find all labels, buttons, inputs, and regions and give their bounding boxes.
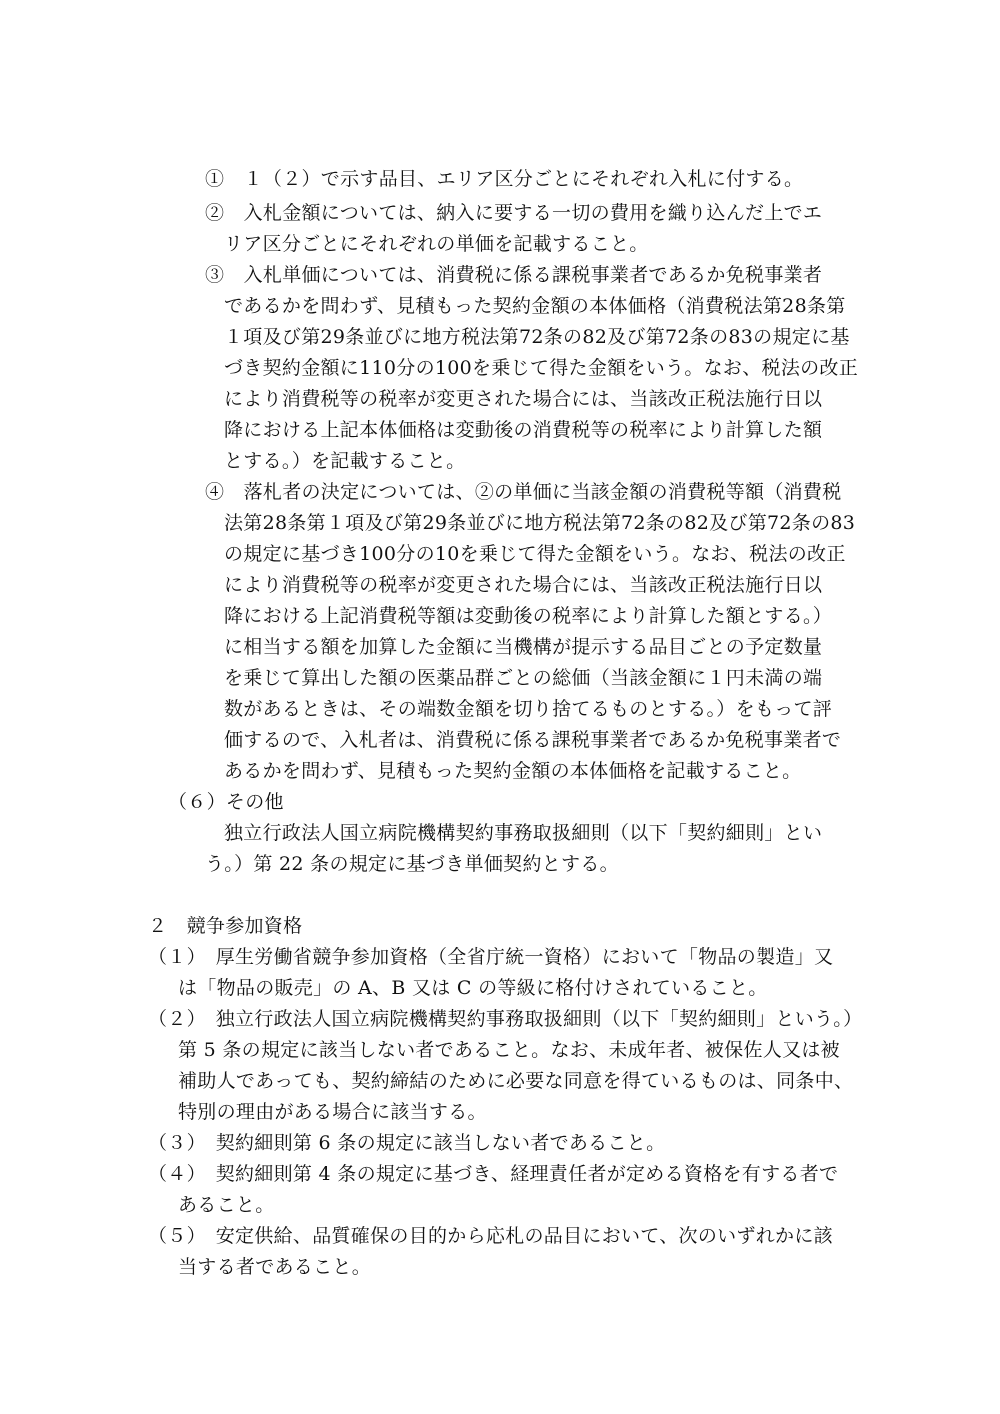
text-line: ③ 入札単価については、消費税に係る課税事業者であるか免税事業者 — [205, 264, 823, 286]
text-line: 特別の理由がある場合に該当する。 — [178, 1101, 487, 1123]
section-heading: ２ 競争参加資格 — [148, 915, 303, 937]
text-line: （１） 厚生労働省競争参加資格（全省庁統一資格）において「物品の製造」又 — [148, 946, 834, 968]
text-line: う。）第 22 条の規定に基づき単価契約とする。 — [205, 853, 619, 875]
text-line: ① １（２）で示す品目、エリア区分ごとにそれぞれ入札に付する。 — [205, 168, 804, 190]
text-line: 第 5 条の規定に該当しない者であること。なお、未成年者、被保佐人又は被 — [178, 1039, 840, 1061]
text-line: （３） 契約細則第 6 条の規定に該当しない者であること。 — [148, 1132, 666, 1154]
text-line: を乗じて算出した額の医薬品群ごとの総価（当該金額に１円未満の端 — [224, 667, 823, 689]
text-line: であるかを問わず、見積もった契約金額の本体価格（消費税法第28条第 — [224, 295, 846, 317]
text-line: （５） 安定供給、品質確保の目的から応札の品目において、次のいずれかに該 — [148, 1225, 833, 1247]
text-line: リア区分ごとにそれぞれの単価を記載すること。 — [224, 233, 649, 255]
text-line: 価するので、入札者は、消費税に係る課税事業者であるか免税事業者で — [224, 729, 842, 751]
text-line: あるかを問わず、見積もった契約金額の本体価格を記載すること。 — [224, 760, 802, 782]
text-line: 降における上記本体価格は変動後の消費税等の税率により計算した額 — [224, 419, 823, 441]
text-line: １項及び第29条並びに地方税法第72条の82及び第72条の83の規定に基 — [224, 326, 850, 348]
text-line: とする。）を記載すること。 — [224, 450, 466, 472]
text-line: 法第28条第１項及び第29条並びに地方税法第72条の82及び第72条の83 — [224, 512, 856, 534]
text-line: ② 入札金額については、納入に要する一切の費用を織り込んだ上でエ — [205, 202, 823, 224]
text-line: あること。 — [178, 1194, 275, 1216]
text-line: 独立行政法人国立病院機構契約事務取扱細則（以下「契約細則」とい — [224, 822, 823, 844]
text-line: により消費税等の税率が変更された場合には、当該改正税法施行日以 — [224, 388, 823, 410]
text-line: （２） 独立行政法人国立病院機構契約事務取扱細則（以下「契約細則」という。） — [148, 1008, 863, 1030]
text-line: 降における上記消費税等額は変動後の税率により計算した額とする。） — [224, 605, 833, 627]
text-line: 補助人であっても、契約締結のために必要な同意を得ているものは、同条中、 — [178, 1070, 854, 1092]
text-line: は「物品の販売」の A、B 又は C の等級に格付けされていること。 — [178, 977, 768, 999]
text-line: ④ 落札者の決定については、②の単価に当該金額の消費税等額（消費税 — [205, 481, 842, 503]
text-line: 数があるときは、その端数金額を切り捨てるものとする。）をもって評 — [224, 698, 833, 720]
section-heading: （６）その他 — [168, 791, 284, 813]
text-line: づき契約金額に110分の100を乗じて得た金額をいう。なお、税法の改正 — [224, 357, 859, 379]
text-line: に相当する額を加算した金額に当機構が提示する品目ごとの予定数量 — [224, 636, 823, 658]
text-line: により消費税等の税率が変更された場合には、当該改正税法施行日以 — [224, 574, 823, 596]
text-line: の規定に基づき100分の10を乗じて得た金額をいう。なお、税法の改正 — [224, 543, 846, 565]
text-line: 当する者であること。 — [178, 1256, 372, 1278]
text-line: （４） 契約細則第 4 条の規定に基づき、経理責任者が定める資格を有する者で — [148, 1163, 839, 1185]
